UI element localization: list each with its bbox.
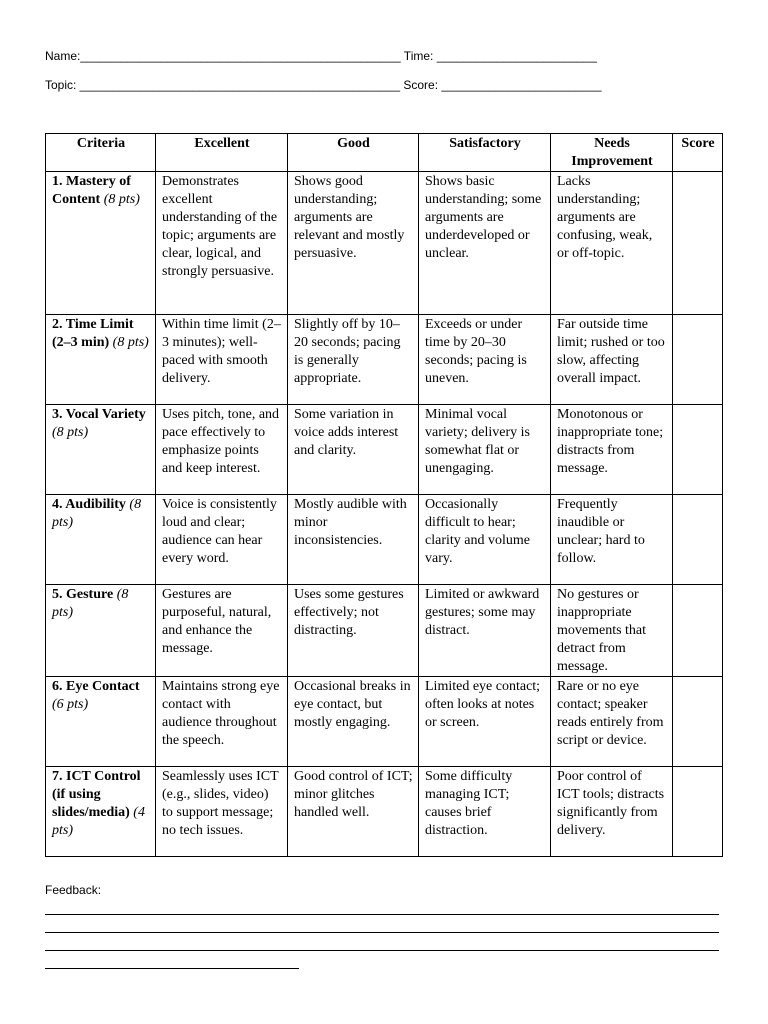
- excellent-cell: Seamlessly uses ICT (e.g., slides, video) to support message; no tech issues.: [156, 767, 288, 857]
- col-header-needs-improvement: Needs Improvement: [551, 134, 673, 172]
- excellent-cell: Demonstrates excellent understanding of the topic; arguments are clear, logical, and strongly persuasive.: [156, 172, 288, 315]
- satisfactory-cell: Occasionally difficult to hear; clarity and volume vary.: [419, 495, 551, 585]
- criterion-name: 6. Eye Contact: [52, 679, 140, 694]
- col-header-excellent: Excellent: [156, 134, 288, 172]
- needs-improvement-cell: Monotonous or inappropriate tone; distracts from message.: [551, 405, 673, 495]
- col-header-good: Good: [288, 134, 419, 172]
- needs-improvement-cell: No gestures or inappropriate movements that detract from message.: [551, 585, 673, 677]
- score-cell[interactable]: [673, 172, 723, 315]
- score-cell[interactable]: [673, 677, 723, 767]
- criterion-points: (8 pts): [52, 425, 89, 440]
- good-cell: Slightly off by 10–20 seconds; pacing is generally appropriate.: [288, 315, 419, 405]
- name-time-line[interactable]: Name:________________________________________________ Time: ________________________: [45, 49, 597, 63]
- satisfactory-cell: Limited eye contact; often looks at notes or screen.: [419, 677, 551, 767]
- good-cell: Uses some gestures effectively; not distracting.: [288, 585, 419, 677]
- needs-improvement-cell: Lacks understanding; arguments are confusing, weak, or off-topic.: [551, 172, 673, 315]
- good-cell: Occasional breaks in eye contact, but mostly engaging.: [288, 677, 419, 767]
- good-cell: Good control of ICT; minor glitches handled well.: [288, 767, 419, 857]
- score-cell[interactable]: [673, 315, 723, 405]
- score-cell[interactable]: [673, 405, 723, 495]
- criterion-points: (8 pts): [52, 497, 142, 530]
- needs-improvement-cell: Rare or no eye contact; speaker reads entirely from script or device.: [551, 677, 673, 767]
- table-row: [46, 495, 723, 585]
- header-row: [46, 134, 723, 172]
- col-header-satisfactory: Satisfactory: [419, 134, 551, 172]
- criterion-points: (4 pts): [52, 805, 145, 838]
- topic-score-line[interactable]: Topic: ________________________________________________ Score: ________________________: [45, 78, 602, 92]
- criterion-points: (8 pts): [112, 335, 149, 350]
- criterion-points: (8 pts): [103, 192, 140, 207]
- satisfactory-cell: Some difficulty managing ICT; causes brief distraction.: [419, 767, 551, 857]
- criterion-name: 7. ICT Control (if using slides/media): [52, 769, 141, 820]
- col-header-score: Score: [673, 134, 723, 172]
- excellent-cell: Uses pitch, tone, and pace effectively to emphasize points and keep interest.: [156, 405, 288, 495]
- criterion-name: 5. Gesture: [52, 587, 114, 602]
- feedback-section: [45, 883, 725, 969]
- criterion-name: 2. Time Limit (2–3 min): [52, 317, 134, 350]
- col-header-criteria: Criteria: [46, 134, 156, 172]
- excellent-cell: Within time limit (2–3 minutes); well-paced with smooth delivery.: [156, 315, 288, 405]
- criterion-cell: [46, 315, 156, 405]
- table-row: [46, 677, 723, 767]
- satisfactory-cell: Shows basic understanding; some arguments are underdeveloped or unclear.: [419, 172, 551, 315]
- criterion-cell: [46, 677, 156, 767]
- feedback-line[interactable]: [45, 968, 299, 969]
- satisfactory-cell: Minimal vocal variety; delivery is somewhat flat or unengaging.: [419, 405, 551, 495]
- good-cell: Some variation in voice adds interest and clarity.: [288, 405, 419, 495]
- feedback-label: Feedback:: [45, 883, 102, 897]
- criterion-cell: [46, 767, 156, 857]
- score-cell[interactable]: [673, 585, 723, 677]
- needs-improvement-cell: Frequently inaudible or unclear; hard to follow.: [551, 495, 673, 585]
- criterion-name: 1. Mastery of Content: [52, 174, 131, 207]
- excellent-cell: Maintains strong eye contact with audience throughout the speech.: [156, 677, 288, 767]
- criterion-name: 3. Vocal Variety: [52, 407, 146, 422]
- table-row: [46, 315, 723, 405]
- satisfactory-cell: Limited or awkward gestures; some may distract.: [419, 585, 551, 677]
- excellent-cell: Gestures are purposeful, natural, and enhance the message.: [156, 585, 288, 677]
- needs-improvement-cell: Far outside time limit; rushed or too slow, affecting overall impact.: [551, 315, 673, 405]
- table-row: [46, 172, 723, 315]
- criterion-points: (6 pts): [52, 697, 89, 712]
- criterion-cell: [46, 495, 156, 585]
- criterion-points: (8 pts): [52, 587, 129, 620]
- good-cell: Shows good understanding; arguments are relevant and mostly persuasive.: [288, 172, 419, 315]
- good-cell: Mostly audible with minor inconsistencies.: [288, 495, 419, 585]
- score-cell[interactable]: [673, 767, 723, 857]
- rubric-table: [45, 133, 723, 857]
- criterion-name: 4. Audibility: [52, 497, 126, 512]
- score-cell[interactable]: [673, 495, 723, 585]
- table-row: [46, 767, 723, 857]
- criterion-cell: [46, 585, 156, 677]
- table-row: [46, 585, 723, 677]
- table-row: [46, 405, 723, 495]
- criterion-cell: [46, 405, 156, 495]
- needs-improvement-cell: Poor control of ICT tools; distracts significantly from delivery.: [551, 767, 673, 857]
- criterion-cell: [46, 172, 156, 315]
- satisfactory-cell: Exceeds or under time by 20–30 seconds; pacing is uneven.: [419, 315, 551, 405]
- excellent-cell: Voice is consistently loud and clear; audience can hear every word.: [156, 495, 288, 585]
